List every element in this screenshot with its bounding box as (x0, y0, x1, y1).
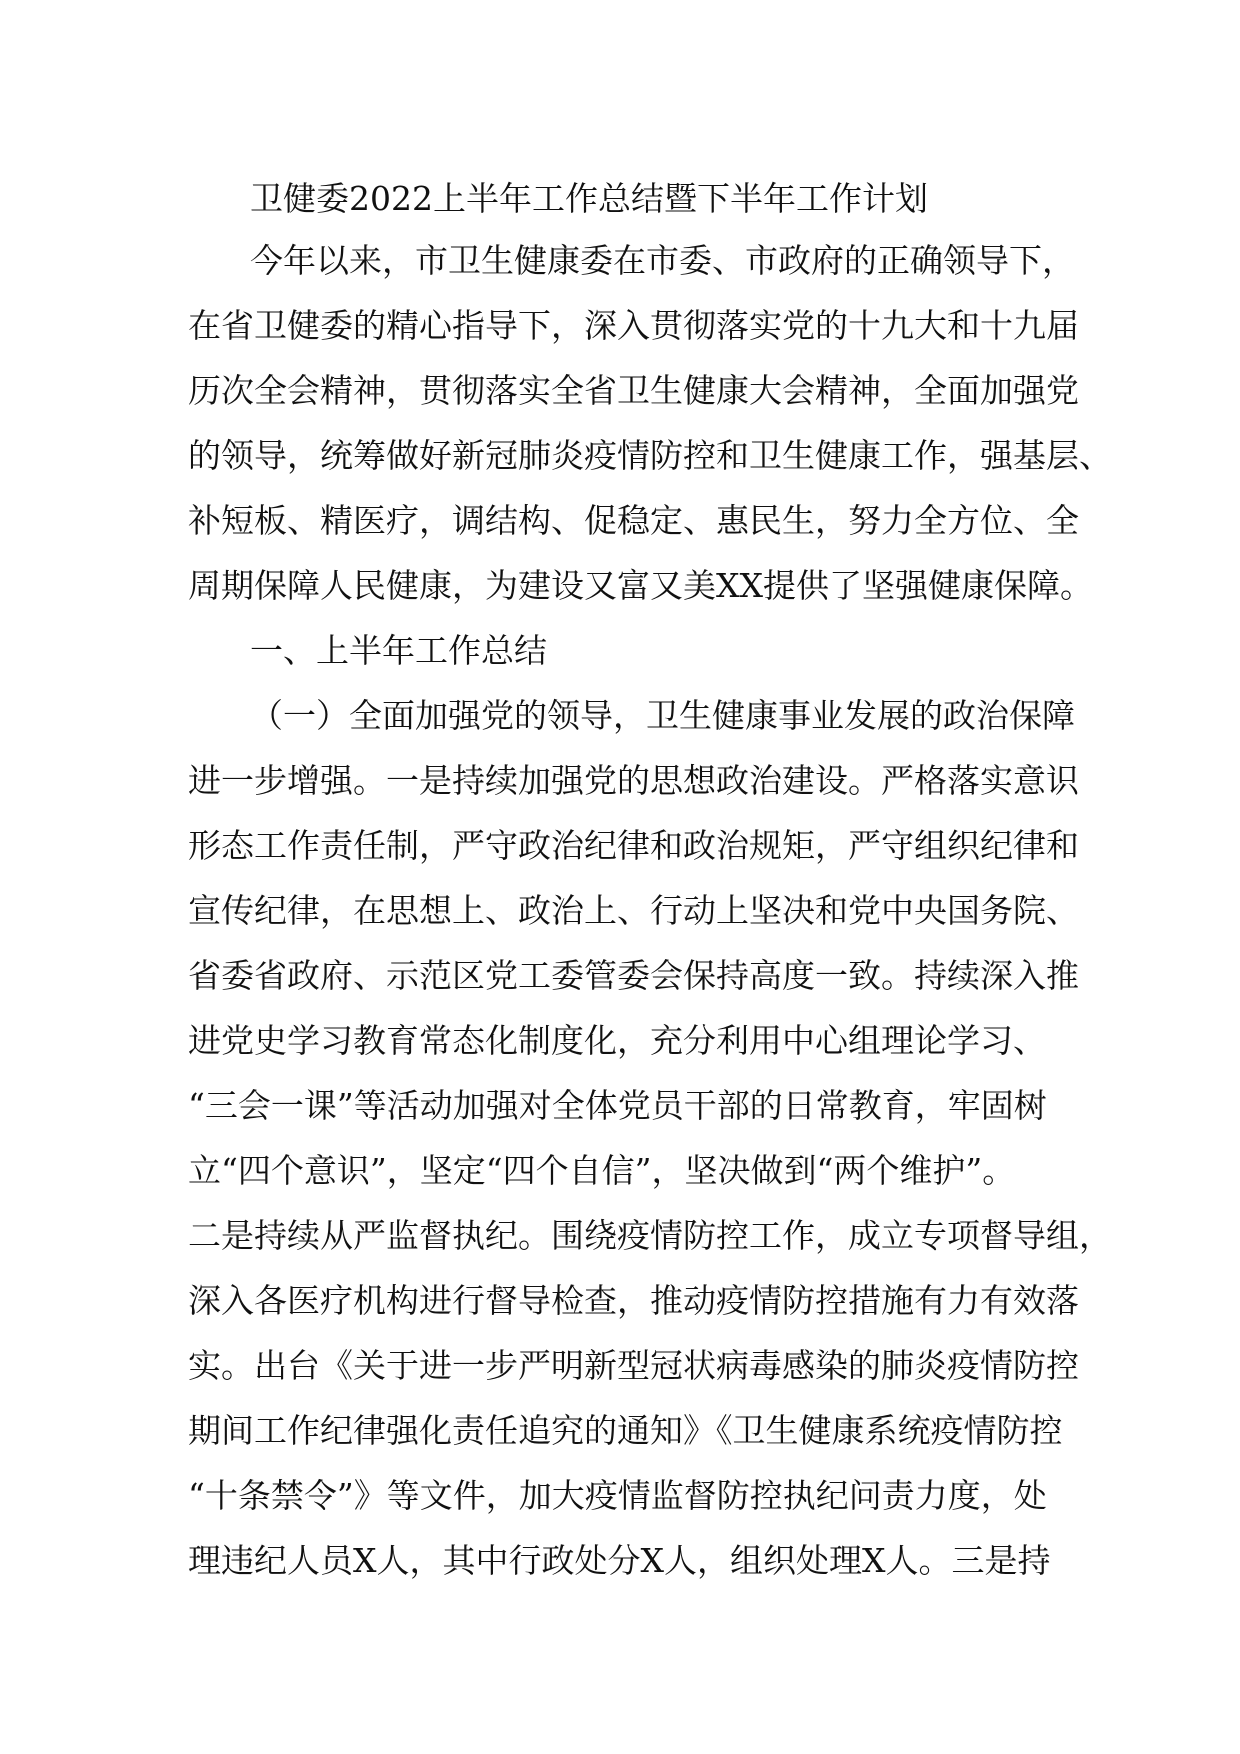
paragraph-line: 立“四个意识”，坚定“四个自信”，坚决做到“两个维护”。 (188, 1151, 1016, 1190)
paragraph-line: 理违纪人员X人，其中行政处分X人，组织处理X人。三是持 (188, 1541, 1051, 1580)
paragraph-line: 二是持续从严监督执纪。围绕疫情防控工作，成立专项督导组， (188, 1216, 1112, 1255)
paragraph-line: 今年以来，市卫生健康委在市委、市政府的正确领导下， (250, 241, 1075, 280)
paragraph-line: 期间工作纪律强化责任追究的通知》《卫生健康系统疫情防控 (188, 1411, 1063, 1450)
paragraph-line: 宣传纪律，在思想上、政治上、行动上坚决和党中央国务院、 (188, 891, 1079, 930)
paragraph-line: 进一步增强。一是持续加强党的思想政治建设。严格落实意识 (188, 761, 1079, 800)
intro-paragraph (188, 228, 1112, 618)
paragraph-line: 深入各医疗机构进行督导检查，推动疫情防控措施有力有效落 (188, 1281, 1079, 1320)
document-page (188, 170, 1112, 1593)
document-title: 卫健委2022上半年工作总结暨下半年工作计划 (250, 179, 928, 218)
paragraph-line: 实。出台《关于进一步严明新型冠状病毒感染的肺炎疫情防控 (188, 1346, 1079, 1385)
paragraph-line: “三会一课”等活动加强对全体党员干部的日常教育，牢固树 (188, 1086, 1047, 1125)
paragraph-line: 周期保障人民健康，为建设又富又美XX提供了坚强健康保障。 (188, 566, 1093, 605)
paragraph-line: 补短板、精医疗，调结构、促稳定、惠民生，努力全方位、全 (188, 501, 1079, 540)
paragraph-line: 省委省政府、示范区党工委管委会保持高度一致。持续深入推 (188, 956, 1079, 995)
section-one-paragraph (188, 683, 1112, 1593)
paragraph-line: （一）全面加强党的领导，卫生健康事业发展的政治保障 (250, 696, 1075, 735)
paragraph-line: 在省卫健委的精心指导下，深入贯彻落实党的十九大和十九届 (188, 306, 1079, 345)
paragraph-line: 进党史学习教育常态化制度化，充分利用中心组理论学习、 (188, 1021, 1046, 1060)
paragraph-line: 的领导，统筹做好新冠肺炎疫情防控和卫生健康工作，强基层、 (188, 436, 1112, 475)
paragraph-line: 历次全会精神，贯彻落实全省卫生健康大会精神，全面加强党 (188, 371, 1079, 410)
paragraph-line: 形态工作责任制，严守政治纪律和政治规矩，严守组织纪律和 (188, 826, 1079, 865)
paragraph-line: “十条禁令”》等文件，加大疫情监督防控执纪问责力度，处 (188, 1476, 1047, 1515)
section-heading: 一、上半年工作总结 (250, 631, 547, 670)
